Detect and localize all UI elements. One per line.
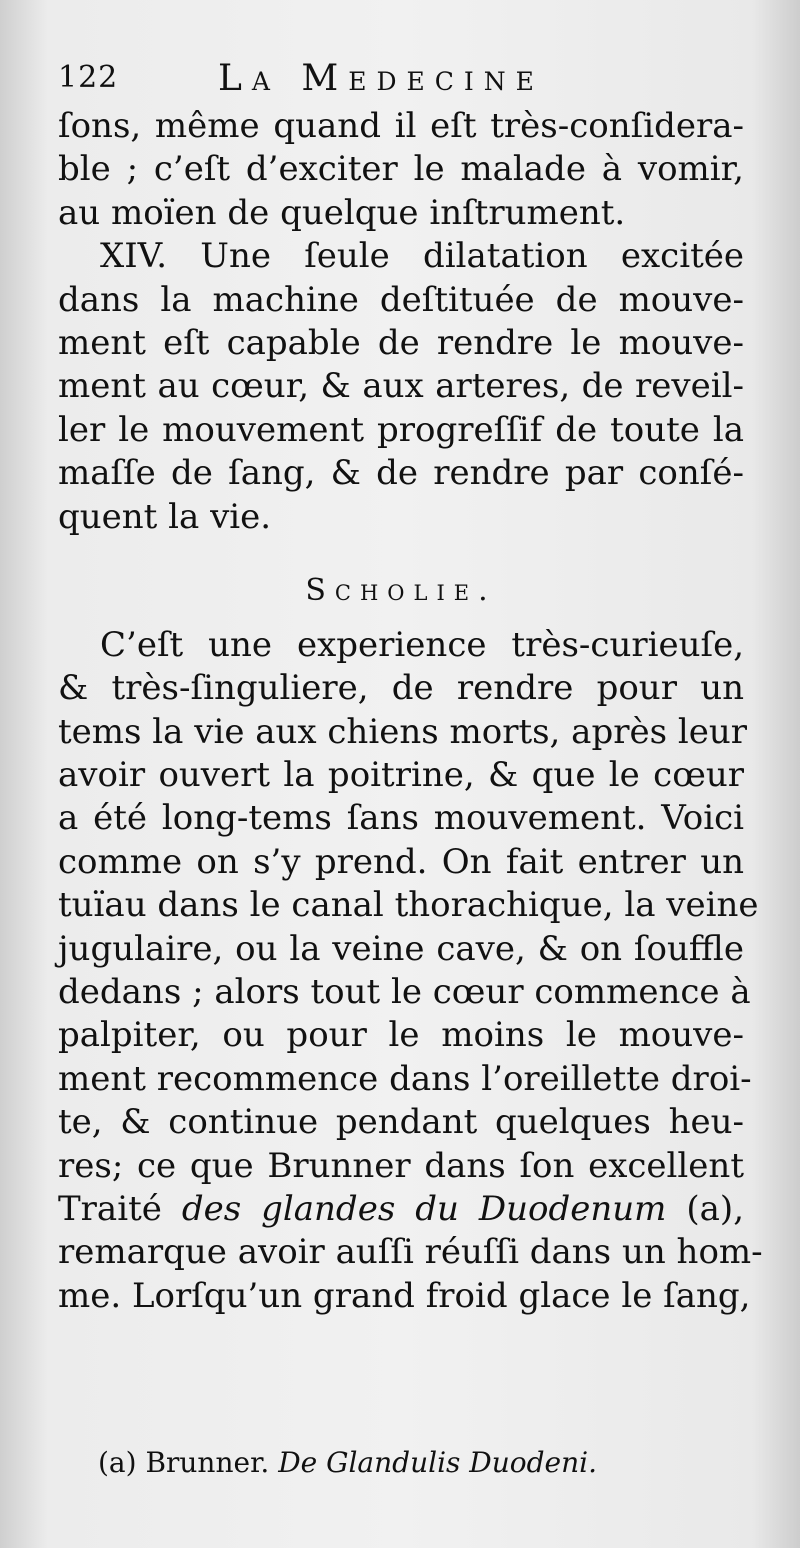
spacer bbox=[58, 539, 744, 569]
text-line: ment recommence dans l’oreillette droi- bbox=[58, 1058, 752, 1099]
text-line: te, & continue pendant quelques heu- bbox=[58, 1102, 744, 1143]
text-line: & très-ſinguliere, de rendre pour un bbox=[58, 668, 744, 709]
page-header bbox=[58, 58, 758, 108]
spacer bbox=[58, 612, 744, 624]
text-line: palpiter, ou pour le moins le mouve- bbox=[58, 1015, 744, 1056]
text-line: jugulaire, ou la veine cave, & on ſouffle bbox=[58, 928, 744, 969]
paragraph-2 bbox=[58, 235, 744, 539]
text-line: ment au cœur, & aux arteres, de reveil- bbox=[58, 366, 744, 407]
text-line: maſſe de ſang, & de rendre par conſé- bbox=[58, 453, 744, 494]
text-line: dedans ; alors tout le cœur commence à bbox=[58, 972, 751, 1013]
text-line: ble ; c’eſt d’exciter le malade à vomir, bbox=[58, 149, 744, 190]
text-line: tems la vie aux chiens morts, après leur bbox=[58, 711, 747, 752]
text-line: dans la machine deſtituée de mouve- bbox=[58, 279, 744, 320]
running-title: La Medecine bbox=[218, 58, 544, 99]
text-line: me. Lorſqu’un grand froid glace le ſang, bbox=[58, 1275, 751, 1316]
treatise-title: des glandes du Duodenum bbox=[181, 1188, 667, 1229]
treatise-post: (a), bbox=[666, 1188, 744, 1229]
footnote bbox=[98, 1445, 597, 1481]
footnote-marker: (a) Brunner. bbox=[98, 1446, 279, 1479]
text-line-treatise bbox=[58, 1188, 744, 1231]
text-line: avoir ouvert la poitrine, & que le cœur bbox=[58, 755, 744, 796]
paragraph-3 bbox=[58, 624, 763, 1318]
text-line: res; ce que Brunner dans ſon excellent bbox=[58, 1145, 744, 1186]
text-line: comme on s’y prend. On fait entrer un bbox=[58, 841, 744, 882]
text-line: a été long-tems ſans mouvement. Voici bbox=[58, 798, 744, 839]
treatise-pre: Traité bbox=[58, 1188, 182, 1229]
text-line: ment eſt capable de rendre le mouve- bbox=[58, 322, 744, 363]
text-line: remarque avoir auſſi réuſſi dans un hom- bbox=[58, 1232, 763, 1273]
text-line: ſons, même quand il eſt très-conſidera- bbox=[58, 106, 744, 146]
section-heading: Scholie. bbox=[305, 572, 497, 608]
text-line: tuïau dans le canal thorachique, la veine bbox=[58, 885, 759, 926]
text-line: C’eſt une experience très-curieuſe, bbox=[100, 624, 744, 665]
footnote-title: De Glandulis Duodeni. bbox=[278, 1446, 598, 1479]
text-line: quent la vie. bbox=[58, 496, 272, 537]
text-line: au moïen de quelque inſtrument. bbox=[58, 192, 626, 233]
paragraph-1 bbox=[58, 105, 744, 235]
page-number: 122 bbox=[58, 60, 119, 95]
body-text bbox=[58, 105, 763, 1318]
text-line: XIV. Une ſeule dilatation excitée bbox=[100, 236, 744, 277]
text-line: ler le mouvement progreſſif de toute la bbox=[58, 409, 744, 450]
